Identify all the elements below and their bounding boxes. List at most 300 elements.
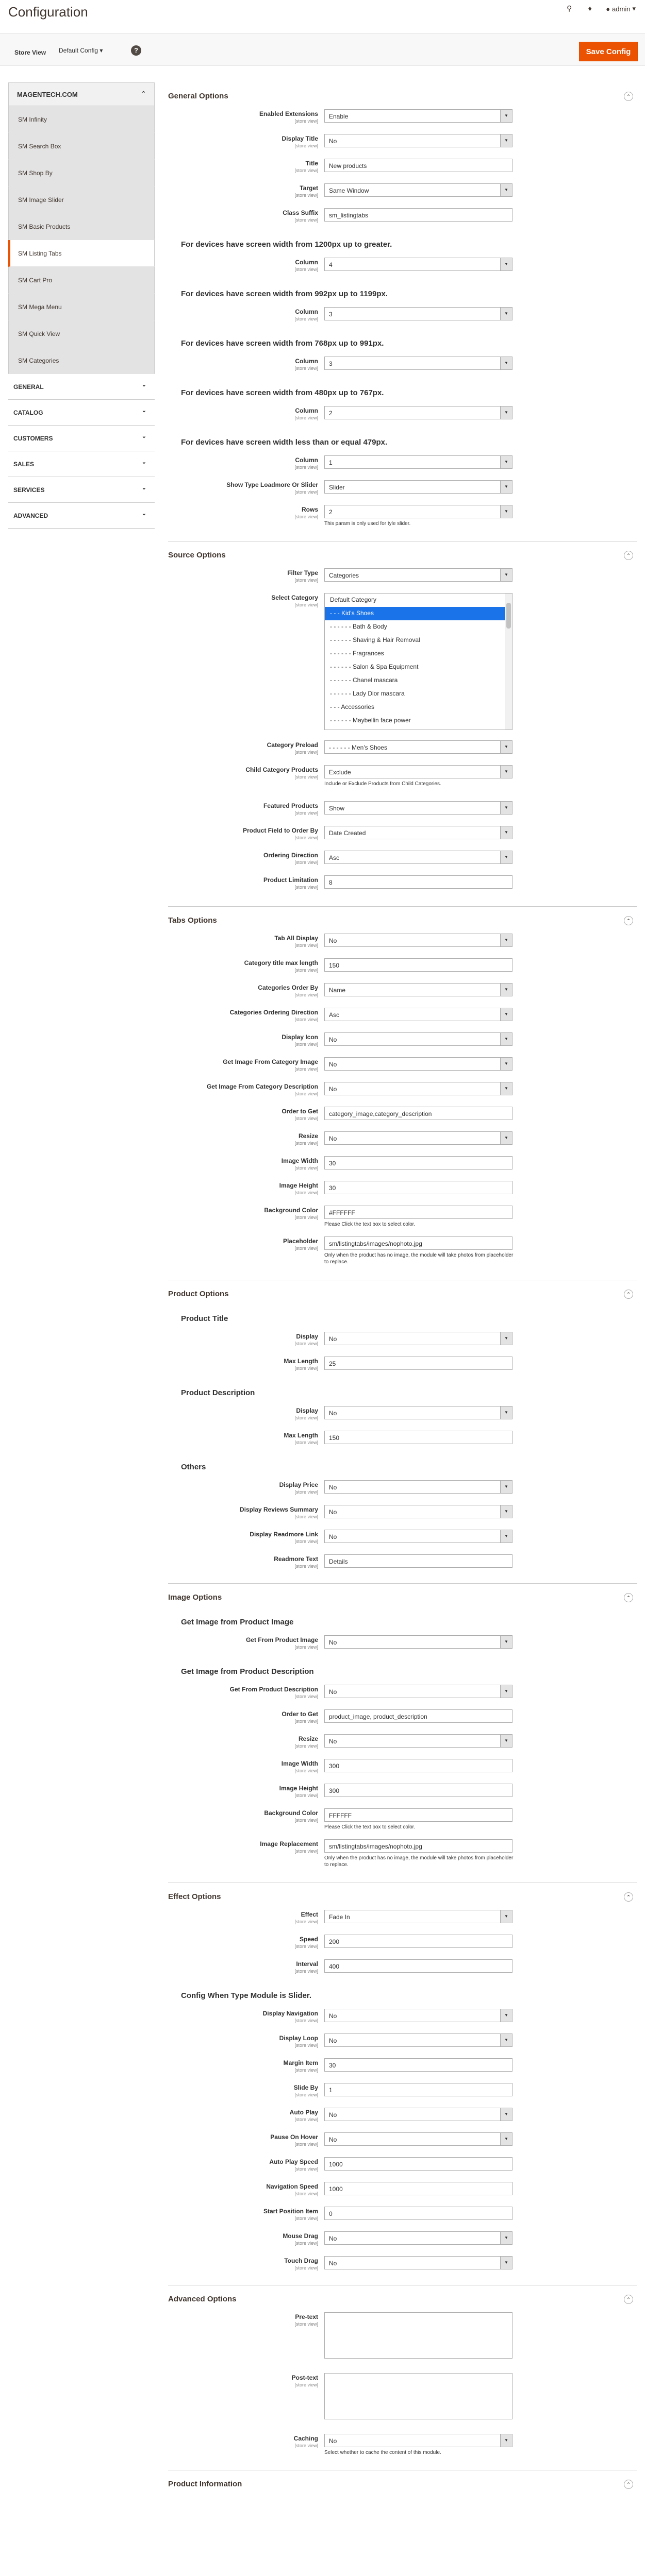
enabled-select[interactable]: Enable ▼ <box>324 109 512 123</box>
sidebar-group-sales[interactable] <box>8 451 155 477</box>
scope-note: [store view] <box>294 2382 318 2387</box>
field-label: Get Image From Category Description <box>206 1083 318 1090</box>
scope-note: [store view] <box>294 968 318 973</box>
category-option[interactable]: - - - Accessories <box>330 703 375 710</box>
tabs-options-section <box>168 907 637 1280</box>
scope-note: [store view] <box>294 1042 318 1047</box>
resize-select[interactable]: No ▼ <box>324 1131 512 1145</box>
product-options-section <box>168 1280 637 1584</box>
direction-select[interactable]: Asc ▼ <box>324 851 512 864</box>
subhead-480: For devices have screen width from 480px up to 767px. <box>181 388 384 397</box>
caching-note: Select whether to cache the content of this module. <box>324 2450 441 2455</box>
post-text-textarea[interactable] <box>324 2373 512 2419</box>
bell-icon[interactable]: ♦ <box>588 4 592 12</box>
column-768-row <box>168 357 637 381</box>
pd-max-len-row <box>168 1431 637 1455</box>
field-label: Column <box>295 456 318 464</box>
general-options-title[interactable] <box>168 82 637 109</box>
field-label: Category title max length <box>244 959 318 967</box>
collapse-icon[interactable]: ⌃ <box>624 92 633 101</box>
user-menu[interactable] <box>606 5 636 13</box>
field-label: Navigation Speed <box>266 2183 318 2190</box>
category-option-selected[interactable]: - - - Kid's Shoes <box>325 607 512 620</box>
sidebar-item-image-slider[interactable]: SM Image Slider <box>8 187 155 213</box>
img-width-row <box>168 1759 637 1784</box>
img-bg-input[interactable]: FFFFFF <box>324 1808 512 1822</box>
img-height-input[interactable]: 300 <box>324 1784 512 1797</box>
sidebar-item-search-box[interactable]: SM Search Box <box>8 133 155 160</box>
scope-note: [store view] <box>294 217 318 223</box>
section-title-text: Advanced Options <box>168 2295 237 2303</box>
img-bg-row <box>168 1808 637 1839</box>
reviews-row <box>168 1505 637 1530</box>
collapse-icon[interactable]: ⌃ <box>624 1290 633 1299</box>
scope-note: [store view] <box>294 2067 318 2073</box>
limit-input[interactable]: 8 <box>324 875 512 889</box>
subhead-479: For devices have screen width less than or equal 479px. <box>181 438 388 447</box>
img-width-input[interactable]: 300 <box>324 1759 512 1772</box>
class-suffix-input[interactable]: sm_listingtabs <box>324 208 512 222</box>
touch-row <box>168 2256 637 2285</box>
caching-select[interactable]: No ▼ <box>324 2434 512 2447</box>
subhead-others: Others <box>181 1463 206 1471</box>
img-order-get-row <box>168 1709 637 1734</box>
category-option[interactable]: - - - - - - Fragrances <box>330 650 384 657</box>
select-category-multiselect[interactable] <box>324 593 512 730</box>
scope-note: [store view] <box>294 1116 318 1121</box>
img-cat-select[interactable]: No ▼ <box>324 1057 512 1071</box>
pt-display-select[interactable]: No ▼ <box>324 1332 512 1345</box>
reviews-select[interactable]: No ▼ <box>324 1505 512 1518</box>
order-get-input[interactable]: category_image,category_description <box>324 1107 512 1120</box>
field-label: Display Loop <box>279 2035 318 2042</box>
order-by-select[interactable]: Date Created ▼ <box>324 826 512 839</box>
sidebar-group-catalog[interactable] <box>8 400 155 426</box>
cat-max-len-input[interactable]: 150 <box>324 958 512 972</box>
group-label: ADVANCED <box>13 512 48 519</box>
bg-color-note: Please Click the text box to select color. <box>324 1222 416 1227</box>
img-replacement-input[interactable]: sm/listingtabs/images/nophoto.jpg <box>324 1839 512 1853</box>
scope-note: [store view] <box>294 1849 318 1854</box>
category-option[interactable]: - - - - - - Chanel mascara <box>330 676 398 684</box>
scope-note: [store view] <box>294 2216 318 2221</box>
scope-note: [store view] <box>294 1190 318 1195</box>
sidebar-item-basic-products[interactable]: SM Basic Products <box>8 213 155 240</box>
display-title-select[interactable]: No ▼ <box>324 134 512 147</box>
scope-note: [store view] <box>294 2117 318 2122</box>
field-label: Display <box>296 1333 318 1340</box>
section-title-text: Effect Options <box>168 1892 221 1901</box>
section-title-text: Product Options <box>168 1290 229 1298</box>
scope-note: [store view] <box>294 1793 318 1798</box>
interval-input[interactable]: 400 <box>324 1959 512 1973</box>
field-label: Class Suffix <box>283 209 318 216</box>
field-label: Ordering Direction <box>263 852 318 859</box>
field-label: Post-text <box>291 2374 318 2381</box>
pd-display-row <box>168 1406 637 1431</box>
scope-note: [store view] <box>294 810 318 816</box>
scope-note: [store view] <box>294 885 318 890</box>
field-label: Readmore Text <box>274 1555 318 1563</box>
cat-dir-row <box>168 1008 637 1032</box>
field-label: Get From Product Description <box>229 1686 318 1693</box>
field-label: Rows <box>301 506 318 513</box>
column-768-select[interactable]: 3 ▼ <box>324 357 512 370</box>
field-label: Title <box>305 160 318 167</box>
field-label: Auto Play <box>289 2109 318 2116</box>
rows-row <box>168 505 637 541</box>
scope-switcher[interactable]: Default Config ▾ <box>59 47 103 54</box>
effect-options-title[interactable] <box>168 1883 637 1910</box>
order-by-row <box>168 826 637 851</box>
field-label: Placeholder <box>283 1238 318 1245</box>
chevron-up-icon: ⌃ <box>141 91 146 97</box>
category-option[interactable]: Default Category <box>330 596 377 603</box>
slide-by-input[interactable]: 1 <box>324 2083 512 2096</box>
loop-select[interactable]: No ▼ <box>324 2033 512 2047</box>
user-name: admin <box>612 5 631 13</box>
group-label: CUSTOMERS <box>13 435 53 442</box>
product-information-section <box>168 2470 637 2497</box>
field-label: Caching <box>293 2435 318 2442</box>
caching-row <box>168 2434 637 2470</box>
cat-max-len-row <box>168 958 637 983</box>
section-title-text: Source Options <box>168 551 226 560</box>
pt-max-len-input[interactable]: 25 <box>324 1357 512 1370</box>
readmore-text-input[interactable]: Details <box>324 1554 512 1568</box>
placeholder-input[interactable]: sm/listingtabs/images/nophoto.jpg <box>324 1236 512 1250</box>
column-1200-select[interactable]: 4 ▼ <box>324 258 512 271</box>
scope-note: [store view] <box>294 143 318 148</box>
category-option[interactable]: - - - - - - Maybellin face power <box>330 717 411 724</box>
field-label: Display Icon <box>282 1033 318 1041</box>
scope-note: [store view] <box>294 168 318 173</box>
field-label: Filter Type <box>287 569 318 577</box>
placeholder-note: Only when the product has no image, the module will take photos from placeholder to replace. <box>324 1252 514 1265</box>
limit-row <box>168 875 637 906</box>
scope-note: [store view] <box>294 1768 318 1773</box>
pd-display-select[interactable]: No ▼ <box>324 1406 512 1419</box>
subhead-1200: For devices have screen width from 1200px up to greater. <box>181 240 392 249</box>
field-label: Speed <box>299 1936 318 1943</box>
speed-row <box>168 1935 637 1959</box>
filter-type-select[interactable]: Categories ▼ <box>324 568 512 582</box>
scope-note: [store view] <box>294 992 318 997</box>
scrollbar-thumb[interactable] <box>506 603 511 629</box>
field-label: Display Price <box>279 1481 318 1488</box>
ap-speed-input[interactable]: 1000 <box>324 2157 512 2171</box>
cat-order-row <box>168 983 637 1008</box>
field-label: Target <box>300 184 318 192</box>
sidebar-group-customers[interactable] <box>8 426 155 451</box>
subhead-product-description: Product Description <box>181 1388 255 1397</box>
nav-select[interactable]: No ▼ <box>324 2009 512 2022</box>
margin-input[interactable]: 30 <box>324 2058 512 2072</box>
title-row <box>168 159 637 183</box>
enabled-row <box>168 109 637 134</box>
scope-note: [store view] <box>294 2043 318 2048</box>
field-label: Interval <box>296 1960 318 1968</box>
config-main <box>168 82 637 2497</box>
loadmore-select[interactable]: Slider ▼ <box>324 480 512 494</box>
scope-note: [store view] <box>294 316 318 321</box>
field-label: Enabled Extensions <box>259 110 318 117</box>
featured-select[interactable]: Show ▼ <box>324 801 512 815</box>
field-label: Column <box>295 308 318 315</box>
direction-row <box>168 851 637 875</box>
subhead-from-product-image: Get Image from Product Image <box>181 1618 294 1626</box>
scope-label: Store View <box>14 49 46 56</box>
section-title-text: Tabs Options <box>168 916 217 925</box>
child-row <box>168 765 637 801</box>
subhead-from-product-desc: Get Image from Product Description <box>181 1667 314 1676</box>
pause-row <box>168 2132 637 2157</box>
advanced-options-title[interactable] <box>168 2285 637 2312</box>
scope-note: [store view] <box>294 1141 318 1146</box>
target-row <box>168 183 637 208</box>
chevron-down-icon: ⌄ <box>141 511 146 517</box>
field-label: Child Category Products <box>245 766 318 773</box>
scope-note: [store view] <box>294 578 318 583</box>
resize-row <box>168 1131 637 1156</box>
image-options-section <box>168 1584 637 1883</box>
column-480-select[interactable]: 2 ▼ <box>324 406 512 419</box>
chevron-down-icon: ⌄ <box>141 382 146 388</box>
field-label: Slide By <box>293 2084 318 2091</box>
scope-note: [store view] <box>294 1091 318 1096</box>
pd-max-len-input[interactable]: 150 <box>324 1431 512 1444</box>
preload-select[interactable]: - - - - - - Men's Shoes ▼ <box>324 740 512 754</box>
speed-input[interactable]: 200 <box>324 1935 512 1948</box>
product-options-title[interactable] <box>168 1280 637 1307</box>
img-replacement-row <box>168 1839 637 1883</box>
sidebar-item-categories[interactable]: SM Categories <box>8 347 155 374</box>
start-input[interactable]: 0 <box>324 2207 512 2220</box>
scope-note: [store view] <box>294 943 318 948</box>
user-icon: ● <box>606 5 610 13</box>
general-options-section <box>168 82 637 541</box>
page-title: Configuration <box>8 4 88 20</box>
img-desc-select[interactable]: No ▼ <box>324 1082 512 1095</box>
img-resize-select[interactable]: No ▼ <box>324 1734 512 1748</box>
column-479-row <box>168 455 637 480</box>
img-order-get-input[interactable]: product_image, product_description <box>324 1709 512 1723</box>
advanced-options-section <box>168 2285 637 2470</box>
field-label: Display <box>296 1407 318 1414</box>
child-note: Include or Exclude Products from Child Categories. <box>324 781 441 787</box>
scope-note: [store view] <box>294 1215 318 1220</box>
sidebar-item-shop-by[interactable]: SM Shop By <box>8 160 155 187</box>
readmore-select[interactable]: No ▼ <box>324 1530 512 1543</box>
title-input[interactable]: New products <box>324 159 512 172</box>
category-option[interactable]: - - - - - - Lady Dior mascara <box>330 690 405 697</box>
autoplay-select[interactable]: No ▼ <box>324 2108 512 2121</box>
subhead-768: For devices have screen width from 768px up to 991px. <box>181 339 384 348</box>
from-img-select[interactable]: No ▼ <box>324 1635 512 1649</box>
sidebar-item-quick-view[interactable]: SM Quick View <box>8 320 155 347</box>
post-text-row <box>168 2373 637 2434</box>
bg-color-input[interactable]: #FFFFFF <box>324 1206 512 1219</box>
collapse-icon[interactable]: ⌃ <box>624 916 633 925</box>
field-label: Product Limitation <box>263 876 318 884</box>
image-options-title[interactable] <box>168 1584 637 1611</box>
scope-note: [store view] <box>294 1489 318 1495</box>
sidebar-group-advanced[interactable] <box>8 503 155 529</box>
chevron-down-icon: ⌄ <box>141 485 146 491</box>
cat-dir-select[interactable]: Asc ▼ <box>324 1008 512 1021</box>
group-label: GENERAL <box>13 383 44 391</box>
scope-note: [store view] <box>294 1564 318 1569</box>
image-width-input[interactable]: 30 <box>324 1156 512 1170</box>
sidebar-item-listing-tabs[interactable]: SM Listing Tabs <box>8 240 155 267</box>
field-label: Select Category <box>271 594 318 601</box>
display-icon-select[interactable]: No ▼ <box>324 1032 512 1046</box>
image-height-row <box>168 1181 637 1206</box>
scope-note: [store view] <box>294 1919 318 1924</box>
collapse-icon[interactable]: ⌃ <box>624 1593 633 1602</box>
ap-speed-row <box>168 2157 637 2182</box>
field-label: Pause On Hover <box>270 2133 318 2141</box>
scrollbar[interactable] <box>505 594 512 730</box>
pause-select[interactable]: No ▼ <box>324 2132 512 2146</box>
nav-speed-input[interactable]: 1000 <box>324 2182 512 2195</box>
field-label: Categories Ordering Direction <box>229 1009 318 1016</box>
chevron-down-icon: ⌄ <box>141 433 146 439</box>
rows-select[interactable]: 2 ▼ <box>324 505 512 518</box>
scope-note: [store view] <box>294 2265 318 2270</box>
scope-note: [store view] <box>294 193 318 198</box>
category-option[interactable]: - - - - - - Salon & Spa Equipment <box>330 663 419 670</box>
save-config-button[interactable]: Save Config <box>579 42 638 61</box>
search-icon[interactable]: ⚲ <box>567 4 572 12</box>
field-label: Column <box>295 259 318 266</box>
scope-note: [store view] <box>294 118 318 124</box>
scope-note: [store view] <box>294 366 318 371</box>
field-label: Background Color <box>264 1207 318 1214</box>
sidebar-head-magentech[interactable] <box>8 82 155 106</box>
scope-note: [store view] <box>294 1539 318 1544</box>
effect-options-section <box>168 1883 637 2285</box>
source-options-section <box>168 541 637 907</box>
field-label: Column <box>295 358 318 365</box>
scope-note: [store view] <box>294 1818 318 1823</box>
touch-select[interactable]: No ▼ <box>324 2256 512 2269</box>
column-1200-row <box>168 258 637 282</box>
scope-note: [store view] <box>294 1366 318 1371</box>
sidebar-group-general[interactable] <box>8 374 155 400</box>
img-replacement-note: Only when the product has no image, the module will take photos from placeholder to replace. <box>324 1855 514 1868</box>
cat-order-select[interactable]: Name ▼ <box>324 983 512 996</box>
image-height-input[interactable]: 30 <box>324 1181 512 1194</box>
scope-note: [store view] <box>294 2092 318 2097</box>
subhead-992: For devices have screen width from 992px up to 1199px. <box>181 290 388 298</box>
bg-color-row <box>168 1206 637 1236</box>
column-479-select[interactable]: 1 ▼ <box>324 455 512 469</box>
scope-note: [store view] <box>294 1415 318 1420</box>
tab-all-select[interactable]: No ▼ <box>324 934 512 947</box>
scope-note: [store view] <box>294 1944 318 1949</box>
pre-text-textarea[interactable] <box>324 2312 512 2359</box>
scope-note: [store view] <box>294 750 318 755</box>
effect-select[interactable]: Fade In ▼ <box>324 1910 512 1923</box>
field-label: Image Width <box>281 1760 318 1767</box>
scope-note: [store view] <box>294 774 318 779</box>
field-label: Pre-text <box>295 2313 318 2320</box>
sidebar-item-mega-menu[interactable]: SM Mega Menu <box>8 294 155 320</box>
slide-by-row <box>168 2083 637 2108</box>
subhead-product-title: Product Title <box>181 1314 228 1323</box>
field-label: Get Image From Category Image <box>223 1058 318 1065</box>
group-label: SALES <box>13 461 35 468</box>
field-label: Mouse Drag <box>283 2232 318 2240</box>
field-label: Get From Product Image <box>245 1636 318 1643</box>
child-select[interactable]: Exclude ▼ <box>324 765 512 778</box>
category-option[interactable]: - - - - - - Bath & Body <box>330 623 387 630</box>
scope-note: [store view] <box>294 2191 318 2196</box>
filter-type-row <box>168 568 637 593</box>
field-label: Display Title <box>282 135 318 142</box>
column-992-select[interactable]: 3 ▼ <box>324 307 512 320</box>
target-select[interactable]: Same Window ▼ <box>324 183 512 197</box>
field-label: Display Readmore Link <box>250 1531 318 1538</box>
pt-max-len-row <box>168 1357 637 1381</box>
field-label: Image Height <box>279 1182 318 1189</box>
from-desc-select[interactable]: No ▼ <box>324 1685 512 1698</box>
image-width-row <box>168 1156 637 1181</box>
class-suffix-row <box>168 208 637 233</box>
collapse-icon[interactable]: ⌃ <box>624 1892 633 1902</box>
subhead-slider-config: Config When Type Module is Slider. <box>181 1991 312 2000</box>
collapse-icon[interactable]: ⌃ <box>624 2480 633 2489</box>
collapse-icon[interactable]: ⌃ <box>624 2295 633 2304</box>
scope-note: [store view] <box>294 1165 318 1171</box>
margin-row <box>168 2058 637 2083</box>
mouse-select[interactable]: No ▼ <box>324 2231 512 2245</box>
category-option[interactable]: - - - - - - Shaving & Hair Removal <box>330 636 420 643</box>
pre-text-row <box>168 2312 637 2373</box>
placeholder-row <box>168 1236 637 1280</box>
config-sidebar <box>8 82 155 529</box>
collapse-icon[interactable]: ⌃ <box>624 551 633 560</box>
scope-note: [store view] <box>294 1246 318 1251</box>
tabs-options-title[interactable] <box>168 907 637 934</box>
scope-value: Default Config <box>59 47 98 54</box>
sidebar-group-services[interactable] <box>8 477 155 503</box>
loadmore-row <box>168 480 637 505</box>
section-title-text: General Options <box>168 92 228 100</box>
price-select[interactable]: No ▼ <box>324 1480 512 1494</box>
scope-note: [store view] <box>294 1969 318 1974</box>
sidebar-item-infinity[interactable]: SM Infinity <box>8 106 155 133</box>
readmore-row <box>168 1530 637 1554</box>
group-label: SERVICES <box>13 486 45 494</box>
source-options-title[interactable] <box>168 541 637 568</box>
tab-all-row <box>168 934 637 958</box>
img-bg-note: Please Click the text box to select color. <box>324 1824 416 1830</box>
rows-note: This param is only used for tyle slider. <box>324 521 411 527</box>
scope-note: [store view] <box>294 1066 318 1072</box>
field-label: Order to Get <box>282 1108 318 1115</box>
help-icon[interactable]: ? <box>131 45 141 56</box>
field-label: Effect <box>301 1911 318 1918</box>
field-label: Category Preload <box>267 741 318 749</box>
sidebar-item-cart-pro[interactable]: SM Cart Pro <box>8 267 155 294</box>
page-actions <box>0 33 645 66</box>
scope-note: [store view] <box>294 1645 318 1650</box>
field-label: Auto Play Speed <box>269 2158 318 2165</box>
product-information-title[interactable] <box>168 2470 637 2497</box>
pt-display-row <box>168 1332 637 1357</box>
